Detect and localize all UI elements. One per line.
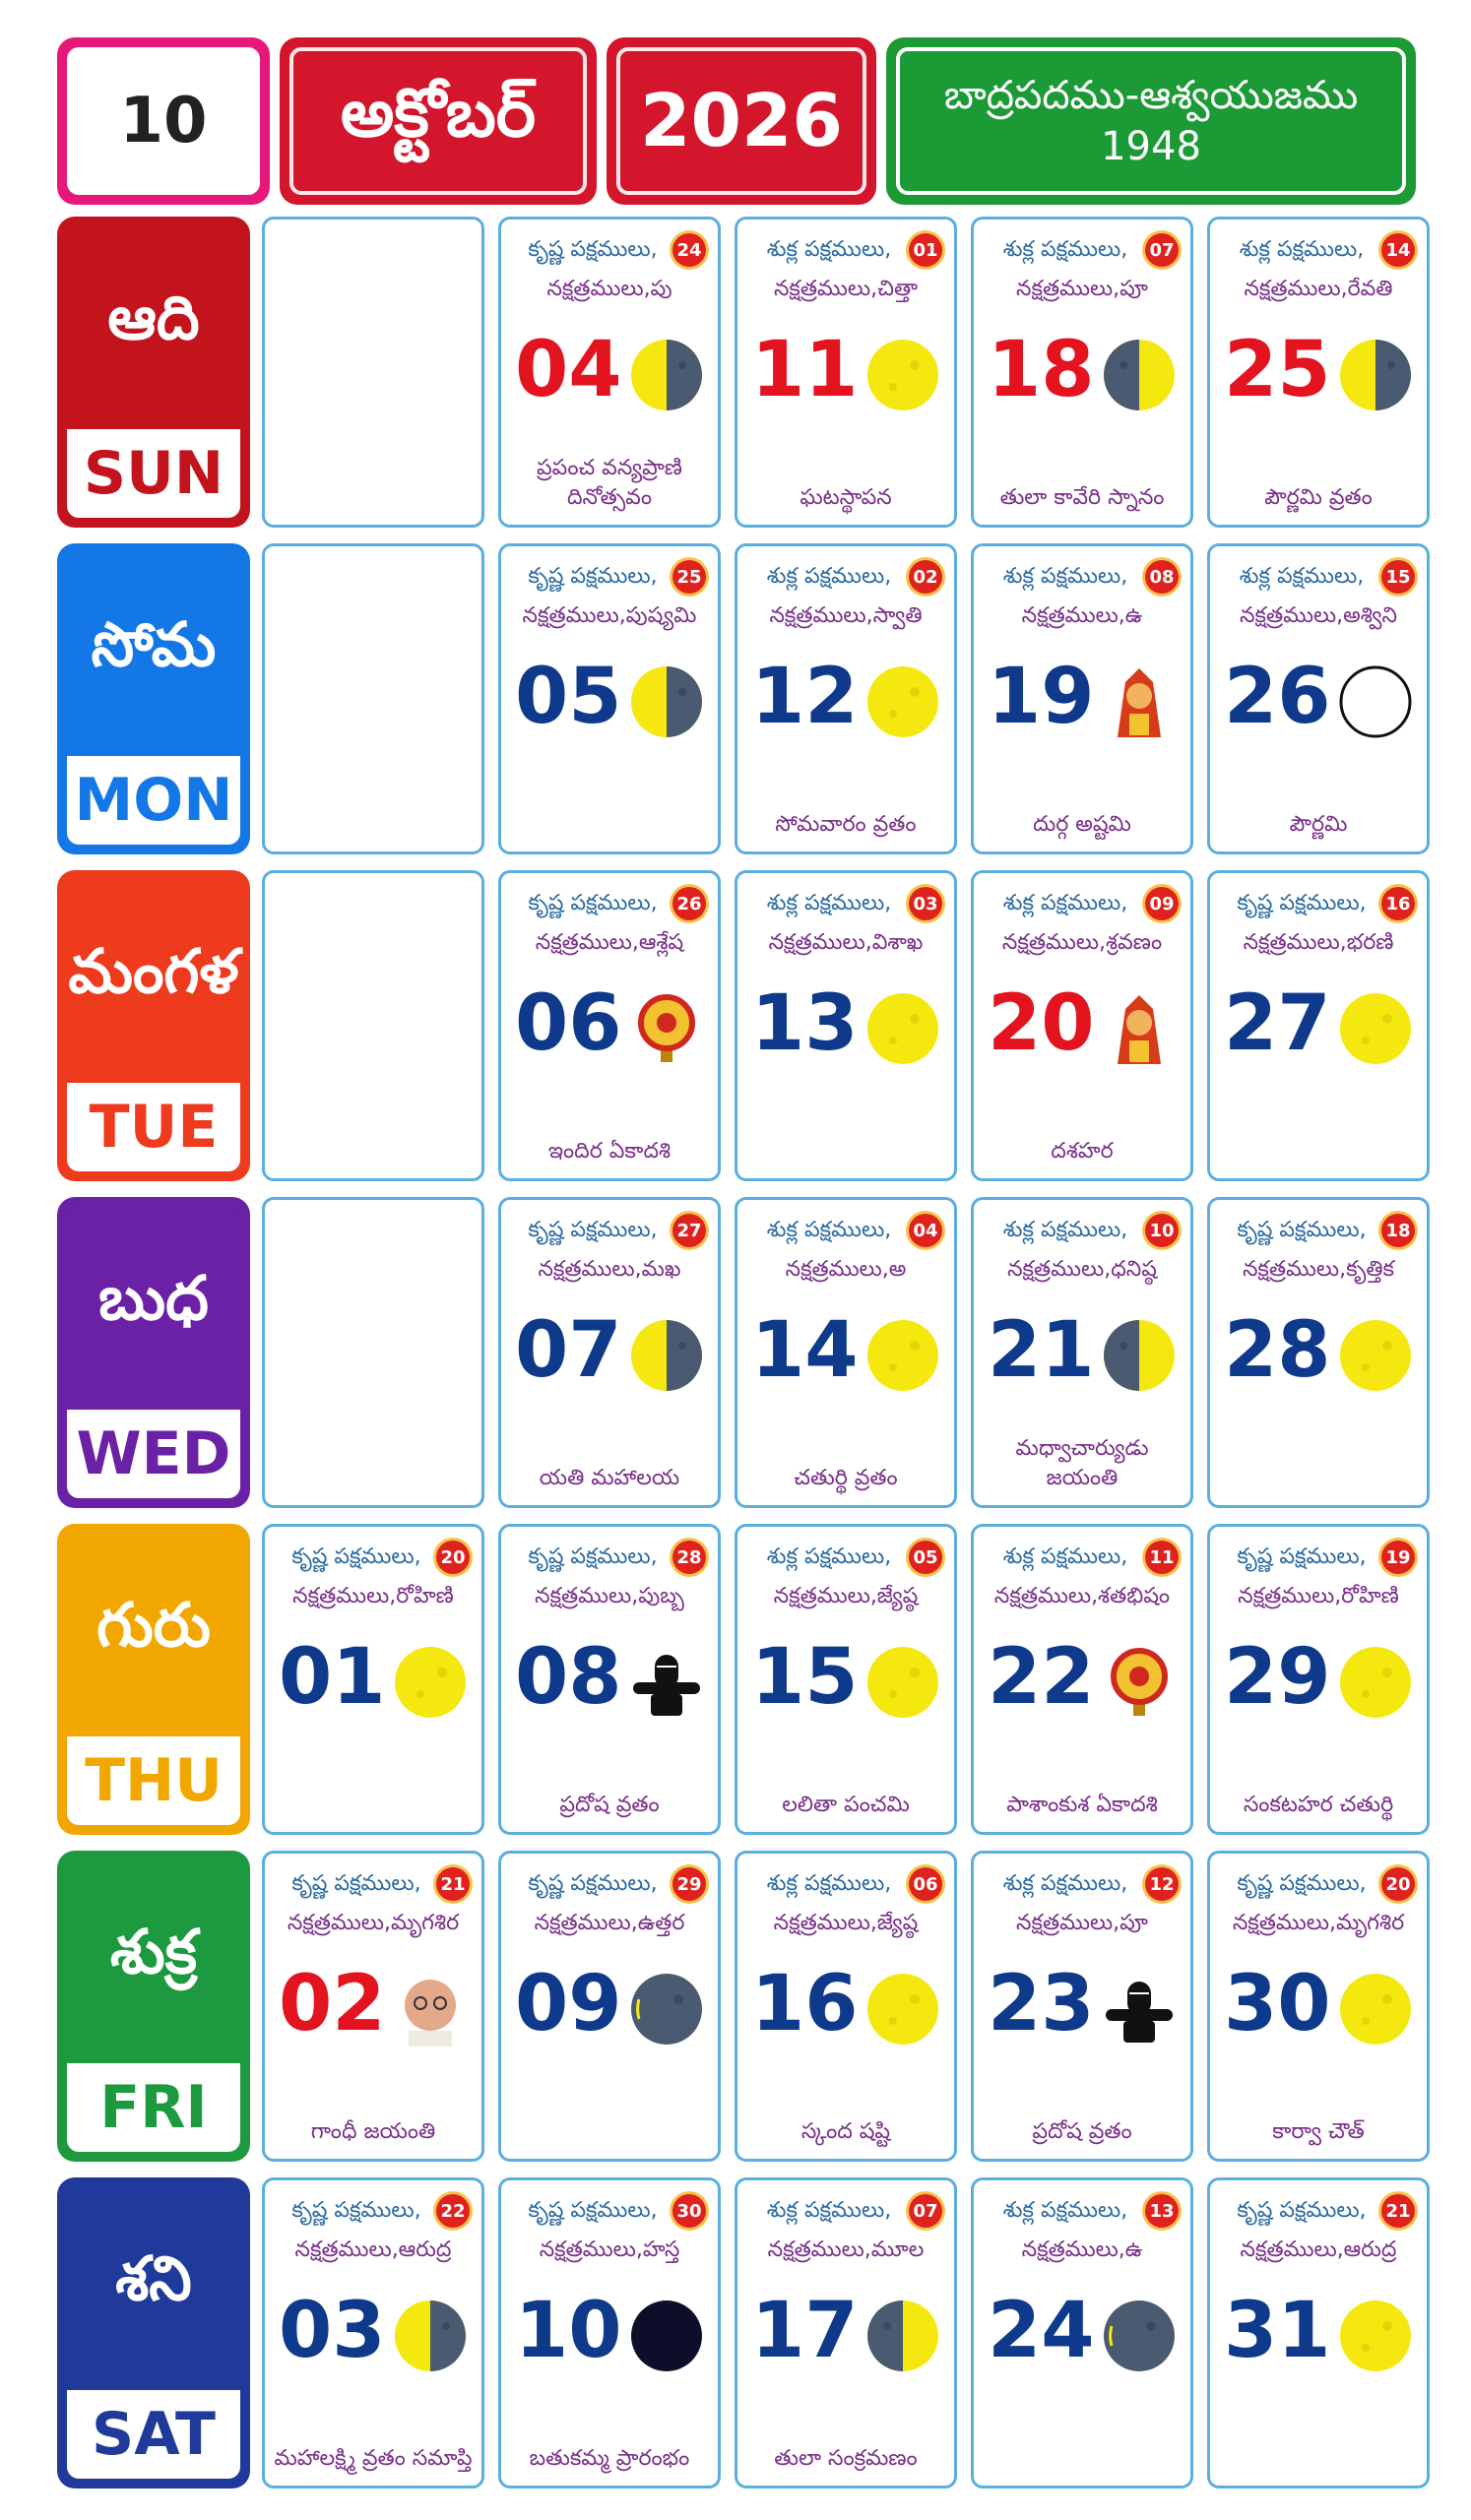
- weekday-thu: [57, 1524, 250, 1835]
- tithi-number-badge: 20: [1381, 1867, 1415, 1901]
- paksha-label: కృష్ణ పక్షములు,: [528, 1544, 658, 1569]
- moon-half-left-icon: [1100, 336, 1179, 414]
- nakshatra-label: నక్షత్రములు,ఉ: [1021, 603, 1143, 628]
- nakshatra-label: నక్షత్రములు,పుష్యమి: [522, 603, 697, 628]
- date-number: 26: [1224, 653, 1331, 741]
- nakshatra-label: నక్షత్రములు,జ్యేష్ఠ: [773, 1911, 919, 1935]
- day-cell-12[interactable]: [735, 543, 957, 854]
- date-number: 18: [988, 326, 1095, 414]
- day-cell-09[interactable]: [498, 1851, 721, 2162]
- day-cell-03[interactable]: [262, 2177, 484, 2488]
- day-cell-01[interactable]: [262, 1524, 484, 1835]
- nakshatra-label: నక్షత్రములు,ఆరుద్ర: [294, 2237, 452, 2262]
- paksha-label: కృష్ణ పక్షములు,: [528, 891, 658, 915]
- paksha-label: కృష్ణ పక్షములు,: [1237, 1871, 1367, 1896]
- weekday-english: THU: [67, 1736, 240, 1825]
- paksha-label: శుక్ల పక్షములు,: [1002, 237, 1128, 262]
- day-cell-17[interactable]: [735, 2177, 957, 2488]
- nakshatra-label: నక్షత్రములు,పుబ్బ: [535, 1584, 684, 1608]
- day-cell-21[interactable]: [971, 1197, 1193, 1508]
- paksha-label: శుక్ల పక్షములు,: [766, 1871, 892, 1896]
- tithi-number-badge: 21: [436, 1867, 470, 1901]
- day-cell-08[interactable]: [498, 1524, 721, 1835]
- festival-label: తులా కావేరి స్నానం: [999, 485, 1165, 510]
- paksha-label: శుక్ల పక్షములు,: [766, 2198, 892, 2223]
- tithi-number-badge: 01: [909, 233, 942, 267]
- tithi-number-badge: 24: [672, 233, 706, 267]
- weekday-telugu: బుధ: [67, 1207, 240, 1404]
- paksha-label: శుక్ల పక్షములు,: [766, 237, 892, 262]
- nakshatra-label: నక్షత్రములు,ఆరుద్ర: [1240, 2237, 1397, 2262]
- tithi-number-badge: 25: [672, 560, 706, 594]
- nakshatra-label: నక్షత్రములు,విశాఖ: [768, 930, 924, 955]
- tithi-number-badge: 30: [672, 2194, 706, 2228]
- moon-full-yellow-icon: [863, 1643, 942, 1722]
- weekday-fri: [57, 1851, 250, 2162]
- festival-label: పాశాంకుశ ఏకాదశి: [1006, 1793, 1158, 1817]
- goddess-icon: [1100, 989, 1179, 1068]
- date-number: 24: [988, 2287, 1095, 2375]
- weekday-sun: [57, 217, 250, 528]
- festival-label: పౌర్ణమి: [1289, 812, 1348, 837]
- festival-label: మధ్వాచార్యుడు జయంతి: [1015, 1436, 1149, 1490]
- date-number: 20: [988, 979, 1095, 1068]
- date-number: 15: [751, 1633, 859, 1722]
- nakshatra-label: నక్షత్రములు,పు: [546, 277, 672, 301]
- weekday-english: FRI: [67, 2063, 240, 2152]
- festival-label: సోమవారం వ్రతం: [775, 812, 917, 837]
- festival-label: దశహర: [1051, 1139, 1114, 1164]
- date-number: 10: [515, 2287, 622, 2375]
- paksha-label: శుక్ల పక్షములు,: [766, 1544, 892, 1569]
- festival-label: పౌర్ణమి వ్రతం: [1264, 485, 1373, 510]
- day-cell-13[interactable]: [735, 870, 957, 1181]
- moon-full-yellow-icon: [863, 336, 942, 414]
- day-cell-30[interactable]: [1207, 1851, 1430, 2162]
- festival-label: దుర్గ అష్టమి: [1033, 812, 1131, 837]
- date-number: 16: [751, 1960, 859, 2048]
- date-number: 28: [1224, 1306, 1331, 1395]
- empty-day-cell: [262, 870, 484, 1181]
- day-cell-04[interactable]: [498, 217, 721, 528]
- nakshatra-label: నక్షత్రములు,ధనిష్ఠ: [1007, 1257, 1157, 1282]
- shivling-icon: [627, 1643, 706, 1722]
- chakra-icon: [627, 989, 706, 1068]
- moon-full-yellow-icon: [1336, 2297, 1415, 2375]
- empty-day-cell: [262, 217, 484, 528]
- festival-label: కార్వా చౌత్: [1272, 2119, 1365, 2144]
- weekday-telugu: ఆది: [67, 226, 240, 423]
- nakshatra-label: నక్షత్రములు,మఖ: [538, 1257, 681, 1282]
- weekday-english: TUE: [67, 1083, 240, 1171]
- weekday-tue: [57, 870, 250, 1181]
- nakshatra-label: నక్షత్రములు,ఉ: [1021, 2237, 1143, 2262]
- nakshatra-label: నక్షత్రములు,మృగశిర: [287, 1911, 460, 1935]
- day-cell-29[interactable]: [1207, 1524, 1430, 1835]
- festival-label: లలితా పంచమి: [782, 1793, 910, 1817]
- paksha-label: శుక్ల పక్షములు,: [1002, 1544, 1128, 1569]
- festival-label: ప్రదోష వ్రతం: [1032, 2119, 1132, 2144]
- nakshatra-label: నక్షత్రములు,జ్యేష్ఠ: [773, 1584, 919, 1608]
- moon-full-yellow-icon: [863, 662, 942, 741]
- weekday-telugu: మంగళ: [67, 880, 240, 1077]
- tithi-number-badge: 05: [909, 1541, 942, 1574]
- tithi-number-badge: 28: [672, 1541, 706, 1574]
- day-cell-22[interactable]: [971, 1524, 1193, 1835]
- moon-half-left-icon: [1100, 1316, 1179, 1395]
- empty-day-cell: [262, 1197, 484, 1508]
- paksha-label: శుక్ల పక్షములు,: [1002, 1218, 1128, 1242]
- moon-full-yellow-icon: [391, 1643, 470, 1722]
- month-box: [280, 37, 597, 205]
- moon-half-left-icon: [863, 2297, 942, 2375]
- tithi-number-badge: 02: [909, 560, 942, 594]
- tithi-number-badge: 04: [909, 1214, 942, 1247]
- festival-label: ఇందిర ఏకాదశి: [547, 1139, 672, 1164]
- nakshatra-label: నక్షత్రములు,భరణి: [1243, 930, 1394, 955]
- day-cell-24[interactable]: [971, 2177, 1193, 2488]
- paksha-label: శుక్ల పక్షములు,: [1239, 237, 1365, 262]
- goddess-icon: [1100, 662, 1179, 741]
- date-number: 31: [1224, 2287, 1331, 2375]
- era-months: బాద్రపదము-ఆశ్వయుజము: [943, 73, 1359, 118]
- tithi-number-badge: 08: [1145, 560, 1179, 594]
- paksha-label: కృష్ణ పక్షములు,: [291, 1544, 421, 1569]
- date-number: 06: [515, 979, 622, 1068]
- moon-full-yellow-icon: [863, 1316, 942, 1395]
- day-cell-31[interactable]: [1207, 2177, 1430, 2488]
- paksha-label: కృష్ణ పక్షములు,: [528, 1871, 658, 1896]
- date-number: 04: [515, 326, 622, 414]
- weekday-english: MON: [67, 756, 240, 845]
- tithi-number-badge: 26: [672, 887, 706, 920]
- paksha-label: కృష్ణ పక్షములు,: [1237, 1544, 1367, 1569]
- paksha-label: కృష్ణ పక్షములు,: [528, 237, 658, 262]
- gandhi-icon: [391, 1970, 470, 2048]
- festival-label: యతి మహాలయ: [539, 1466, 680, 1490]
- day-cell-18[interactable]: [971, 217, 1193, 528]
- tithi-number-badge: 14: [1381, 233, 1415, 267]
- tithi-number-badge: 09: [1145, 887, 1179, 920]
- era-box: [886, 37, 1416, 205]
- moon-full-yellow-icon: [1336, 1970, 1415, 2048]
- date-number: 05: [515, 653, 622, 741]
- tithi-number-badge: 06: [909, 1867, 942, 1901]
- paksha-label: శుక్ల పక్షములు,: [766, 564, 892, 589]
- festival-label: స్కంద షష్టి: [800, 2119, 891, 2144]
- header-year: 2026: [640, 79, 843, 163]
- weekday-telugu: శని: [67, 2187, 240, 2384]
- tithi-number-badge: 11: [1145, 1541, 1179, 1574]
- festival-label: చతుర్థి వ్రతం: [794, 1466, 898, 1490]
- paksha-label: శుక్ల పక్షములు,: [766, 1218, 892, 1242]
- day-cell-11[interactable]: [735, 217, 957, 528]
- header-number: 10: [119, 85, 208, 158]
- nakshatra-label: నక్షత్రములు,పూ: [1016, 1911, 1148, 1935]
- moon-dark-icon: [627, 1970, 706, 2048]
- date-number: 14: [751, 1306, 859, 1395]
- date-number: 03: [279, 2287, 386, 2375]
- day-cell-19[interactable]: [971, 543, 1193, 854]
- date-number: 19: [988, 653, 1095, 741]
- day-cell-26[interactable]: [1207, 543, 1430, 854]
- tithi-number-badge: 22: [436, 2194, 470, 2228]
- paksha-label: శుక్ల పక్షములు,: [1002, 2198, 1128, 2223]
- nakshatra-label: నక్షత్రములు,ఆశ్లేష: [535, 930, 684, 955]
- tithi-number-badge: 10: [1145, 1214, 1179, 1247]
- weekday-telugu: శుక్ర: [67, 1860, 240, 2057]
- weekday-sat: [57, 2177, 250, 2488]
- tithi-number-badge: 07: [909, 2194, 942, 2228]
- moon-half-right-icon: [627, 1316, 706, 1395]
- day-cell-25[interactable]: [1207, 217, 1430, 528]
- date-number: 30: [1224, 1960, 1331, 2048]
- nakshatra-label: నక్షత్రములు,మూల: [767, 2237, 925, 2262]
- moon-half-right-icon: [1336, 336, 1415, 414]
- day-cell-15[interactable]: [735, 1524, 957, 1835]
- day-cell-23[interactable]: [971, 1851, 1193, 2162]
- paksha-label: శుక్ల పక్షములు,: [1239, 564, 1365, 589]
- weekday-wed: [57, 1197, 250, 1508]
- date-number: 25: [1224, 326, 1331, 414]
- nakshatra-label: నక్షత్రములు,ఉత్తర: [534, 1911, 685, 1935]
- tithi-number-badge: 12: [1145, 1867, 1179, 1901]
- day-cell-20[interactable]: [971, 870, 1193, 1181]
- date-number: 08: [515, 1633, 622, 1722]
- day-cell-27[interactable]: [1207, 870, 1430, 1181]
- day-cell-07[interactable]: [498, 1197, 721, 1508]
- festival-label: ప్రపంచ వన్యప్రాణి దినోత్సవం: [537, 456, 682, 510]
- chakra-icon: [1100, 1643, 1179, 1722]
- tithi-number-badge: 07: [1145, 233, 1179, 267]
- nakshatra-label: నక్షత్రములు,హస్త: [539, 2237, 680, 2262]
- day-cell-06[interactable]: [498, 870, 721, 1181]
- moon-full-yellow-icon: [1336, 1316, 1415, 1395]
- tithi-number-badge: 03: [909, 887, 942, 920]
- moon-half-right-icon: [627, 662, 706, 741]
- date-number: 21: [988, 1306, 1095, 1395]
- nakshatra-label: నక్షత్రములు,చిత్తా: [773, 277, 919, 301]
- moon-half-right-icon: [627, 336, 706, 414]
- day-cell-14[interactable]: [735, 1197, 957, 1508]
- nakshatra-label: నక్షత్రములు,రోహిణి: [1238, 1584, 1399, 1608]
- weekday-english: SAT: [67, 2390, 240, 2479]
- header-month: అక్టోబర్: [340, 74, 537, 153]
- paksha-label: కృష్ణ పక్షములు,: [528, 2198, 658, 2223]
- date-number-box: [57, 37, 270, 205]
- festival-label: మహాలక్ష్మి వ్రతం సమాప్తి: [274, 2446, 473, 2471]
- paksha-label: కృష్ణ పక్షములు,: [1237, 1218, 1367, 1242]
- weekday-english: WED: [67, 1410, 240, 1498]
- tithi-number-badge: 16: [1381, 887, 1415, 920]
- weekday-telugu: గురు: [67, 1534, 240, 1731]
- festival-label: ప్రదోష వ్రతం: [559, 1793, 660, 1817]
- moon-half-right-icon: [391, 2297, 470, 2375]
- paksha-label: కృష్ణ పక్షములు,: [291, 2198, 421, 2223]
- date-number: 09: [515, 1960, 622, 2048]
- nakshatra-label: నక్షత్రములు,అ: [785, 1257, 907, 1282]
- day-cell-10[interactable]: [498, 2177, 721, 2488]
- nakshatra-label: నక్షత్రములు,అశ్విని: [1240, 603, 1397, 628]
- paksha-label: శుక్ల పక్షములు,: [1002, 564, 1128, 589]
- shivling-icon: [1100, 1970, 1179, 2048]
- weekday-telugu: సోమ: [67, 553, 240, 750]
- date-number: 22: [988, 1633, 1095, 1722]
- moon-full-yellow-icon: [1336, 1643, 1415, 1722]
- day-cell-05[interactable]: [498, 543, 721, 854]
- weekday-mon: [57, 543, 250, 854]
- day-cell-28[interactable]: [1207, 1197, 1430, 1508]
- festival-label: బతుకమ్మ ప్రారంభం: [529, 2446, 690, 2471]
- date-number: 11: [751, 326, 859, 414]
- nakshatra-label: నక్షత్రములు,రేవతి: [1244, 277, 1393, 301]
- moon-dark-icon: [1100, 2297, 1179, 2375]
- day-cell-16[interactable]: [735, 1851, 957, 2162]
- date-number: 02: [279, 1960, 386, 2048]
- paksha-label: శుక్ల పక్షములు,: [1002, 1871, 1128, 1896]
- empty-day-cell: [262, 543, 484, 854]
- moon-full-yellow-icon: [863, 989, 942, 1068]
- moon-white-icon: [1336, 662, 1415, 741]
- day-cell-02[interactable]: [262, 1851, 484, 2162]
- nakshatra-label: నక్షత్రములు,శతభిషం: [993, 1584, 1171, 1608]
- tithi-number-badge: 18: [1381, 1214, 1415, 1247]
- tithi-number-badge: 21: [1381, 2194, 1415, 2228]
- date-number: 01: [279, 1633, 386, 1722]
- moon-full-yellow-icon: [863, 1970, 942, 2048]
- paksha-label: కృష్ణ పక్షములు,: [528, 1218, 658, 1242]
- nakshatra-label: నక్షత్రములు,శ్రవణం: [1001, 930, 1163, 955]
- date-number: 17: [751, 2287, 859, 2375]
- tithi-number-badge: 19: [1381, 1541, 1415, 1574]
- tithi-number-badge: 29: [672, 1867, 706, 1901]
- paksha-label: శుక్ల పక్షములు,: [1002, 891, 1128, 915]
- paksha-label: శుక్ల పక్షములు,: [766, 891, 892, 915]
- nakshatra-label: నక్షత్రములు,కృత్తిక: [1242, 1257, 1395, 1282]
- nakshatra-label: నక్షత్రములు,మృగశిర: [1232, 1911, 1405, 1935]
- tithi-number-badge: 20: [436, 1541, 470, 1574]
- tithi-number-badge: 15: [1381, 560, 1415, 594]
- nakshatra-label: నక్షత్రములు,పూ: [1016, 277, 1148, 301]
- date-number: 13: [751, 979, 859, 1068]
- date-number: 29: [1224, 1633, 1331, 1722]
- festival-label: తులా సంక్రమణం: [774, 2446, 918, 2471]
- paksha-label: కృష్ణ పక్షములు,: [1237, 2198, 1367, 2223]
- paksha-label: కృష్ణ పక్షములు,: [528, 564, 658, 589]
- paksha-label: కృష్ణ పక్షములు,: [291, 1871, 421, 1896]
- tithi-number-badge: 27: [672, 1214, 706, 1247]
- weekday-english: SUN: [67, 429, 240, 518]
- festival-label: సంకటహర చతుర్థి: [1243, 1793, 1394, 1817]
- era-year: 1948: [1101, 124, 1201, 169]
- festival-label: ఘటస్థాపన: [799, 485, 892, 510]
- nakshatra-label: నక్షత్రములు,రోహిణి: [292, 1584, 454, 1608]
- moon-new-icon: [627, 2297, 706, 2375]
- nakshatra-label: నక్షత్రములు,స్వాతి: [769, 603, 923, 628]
- paksha-label: కృష్ణ పక్షములు,: [1237, 891, 1367, 915]
- moon-full-yellow-icon: [1336, 989, 1415, 1068]
- date-number: 23: [988, 1960, 1095, 2048]
- date-number: 07: [515, 1306, 622, 1395]
- date-number: 12: [751, 653, 859, 741]
- year-box: [607, 37, 876, 205]
- tithi-number-badge: 13: [1145, 2194, 1179, 2228]
- festival-label: గాంధీ జయంతి: [310, 2119, 436, 2144]
- date-number: 27: [1224, 979, 1331, 1068]
